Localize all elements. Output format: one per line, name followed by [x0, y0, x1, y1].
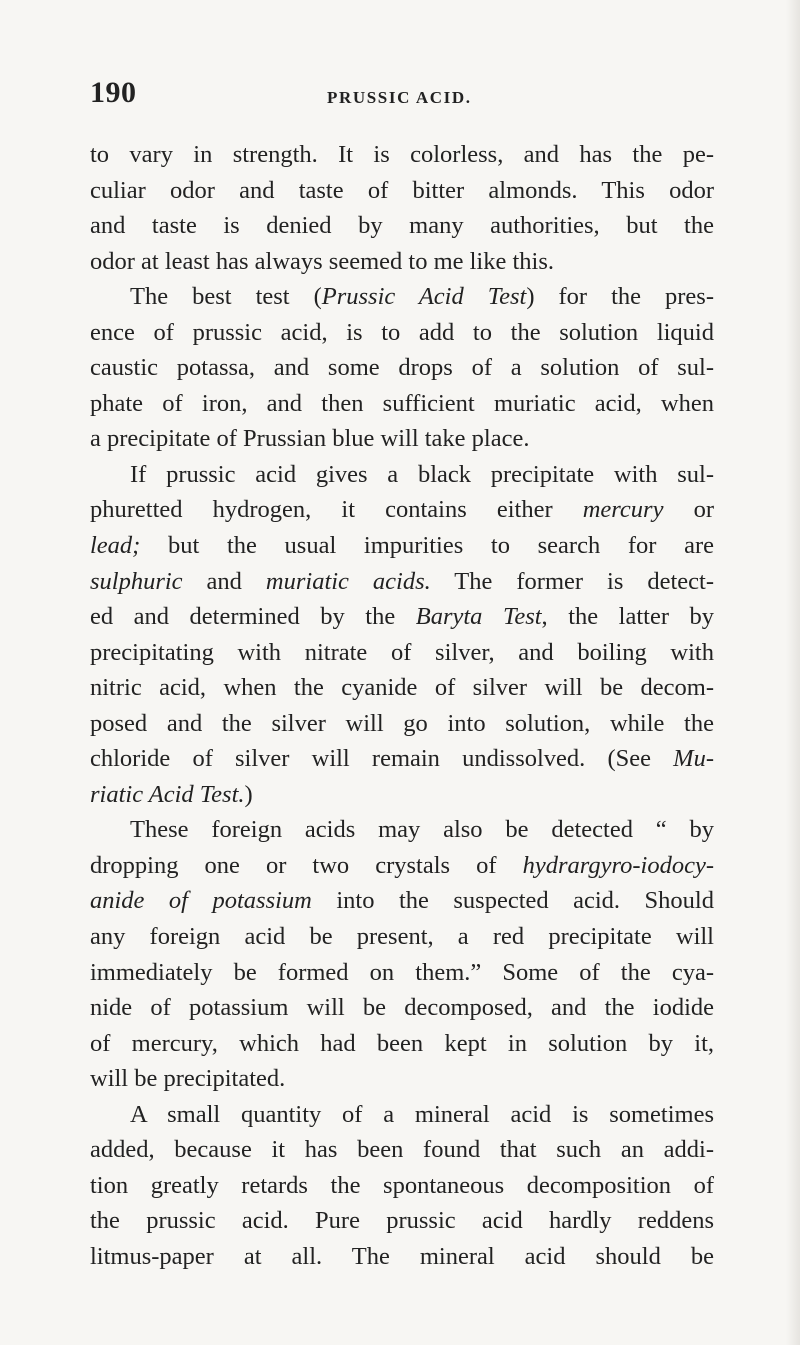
text-line: [90, 1239, 714, 1275]
text-line: [90, 670, 714, 706]
text-run: the prussic acid. Pure prussic acid hardly reddens: [90, 1207, 714, 1235]
text-line: [90, 919, 714, 955]
italic-text: Mu-: [673, 745, 714, 773]
text-run: nide of potassium will be decomposed, and the iodide: [90, 994, 714, 1022]
text-line: [90, 1097, 714, 1133]
text-run: tion greatly retards the spontaneous decomposition of: [90, 1171, 714, 1199]
text-line: [90, 1203, 714, 1239]
text-line: [90, 777, 714, 813]
text-run: A small quantity of a mineral acid is sometimes: [130, 1100, 714, 1128]
text-line: [90, 812, 714, 848]
page-header: [90, 76, 710, 112]
text-run: , the latter by: [541, 603, 714, 631]
text-run: to vary in strength. It is colorless, and has the pe-: [90, 141, 714, 168]
text-line: [90, 173, 714, 209]
text-line: [90, 137, 714, 173]
text-line: [90, 350, 714, 386]
text-run: and taste is denied by many authorities, but the: [90, 212, 714, 240]
text-line: [90, 564, 714, 600]
text-run: any foreign acid be present, a red precipitate will: [90, 923, 714, 951]
text-run: ) for the pres-: [526, 283, 714, 311]
text-run: caustic potassa, and some drops of a solution of sul-: [90, 354, 714, 382]
text-run: ence of prussic acid, is to add to the solution liquid: [90, 318, 714, 346]
text-run: nitric acid, when the cyanide of silver will be decom-: [90, 674, 714, 702]
text-run: a precipitate of Prussian blue will take place.: [90, 425, 530, 453]
italic-text: muriatic acids.: [265, 567, 431, 595]
text-run: litmus-paper at all. The mineral acid should be: [90, 1242, 714, 1270]
text-line: [90, 1168, 714, 1204]
italic-text: mercury: [582, 496, 664, 524]
text-run: ): [244, 780, 253, 808]
text-line: [90, 706, 714, 742]
text-line: [90, 315, 714, 351]
italic-text: Prussic Acid Test: [321, 283, 527, 311]
italic-text: sulphuric: [90, 567, 183, 595]
text-run: dropping one or two crystals of: [90, 851, 523, 879]
text-run: posed and the silver will go into solution, while the: [90, 709, 714, 737]
text-line: [90, 1132, 714, 1168]
text-line: [90, 492, 714, 528]
text-run: culiar odor and taste of bitter almonds. This odor: [90, 176, 714, 204]
text-run: odor at least has always seemed to me like this.: [90, 247, 555, 275]
running-title: PRUSSIC ACID.: [327, 88, 472, 107]
text-run: or: [663, 496, 714, 524]
text-line: [90, 457, 714, 493]
italic-text: lead;: [90, 532, 141, 560]
text-line: [90, 208, 714, 244]
text-line: [90, 386, 714, 422]
text-run: but the usual impurities to search for are: [140, 532, 714, 560]
text-run: will be precipitated.: [90, 1065, 286, 1093]
text-line: [90, 599, 714, 635]
text-line: [90, 955, 714, 991]
text-run: precipitating with nitrate of silver, and boiling with: [90, 638, 714, 666]
text-line: [90, 1026, 714, 1062]
body-text: [90, 137, 714, 1275]
text-run: These foreign acids may also be detected “ by: [130, 816, 714, 844]
text-line: [90, 244, 714, 280]
text-line: [90, 1061, 714, 1097]
text-line: [90, 528, 714, 564]
italic-text: riatic Acid Test.: [90, 780, 245, 808]
text-line: [90, 421, 714, 457]
text-run: phuretted hydrogen, it contains either: [90, 496, 583, 524]
text-run: added, because it has been found that such an addi-: [90, 1136, 714, 1164]
text-run: chloride of silver will remain undissolved. (See: [90, 745, 674, 773]
text-run: The best test (: [130, 283, 322, 311]
italic-text: Baryta Test: [415, 603, 542, 631]
text-run: If prussic acid gives a black precipitate with sul-: [130, 460, 714, 488]
text-run: into the suspected acid. Should: [311, 887, 714, 915]
text-run: immediately be formed on them.” Some of the cya-: [90, 958, 714, 986]
text-line: [90, 741, 714, 777]
text-run: phate of iron, and then sufficient muriatic acid, when: [90, 389, 714, 417]
italic-text: hydrargyro-iodocy-: [522, 851, 714, 879]
text-line: [90, 848, 714, 884]
text-run: and: [182, 567, 266, 595]
text-line: [90, 990, 714, 1026]
italic-text: anide of potassium: [90, 887, 312, 915]
text-line: [90, 279, 714, 315]
page-edge-shadow: [786, 0, 800, 1345]
page-number: 190: [90, 76, 137, 109]
text-run: The former is detect-: [430, 567, 714, 595]
text-line: [90, 635, 714, 671]
text-line: [90, 883, 714, 919]
text-run: of mercury, which had been kept in solution by it,: [90, 1029, 714, 1057]
text-run: ed and determined by the: [90, 603, 416, 631]
